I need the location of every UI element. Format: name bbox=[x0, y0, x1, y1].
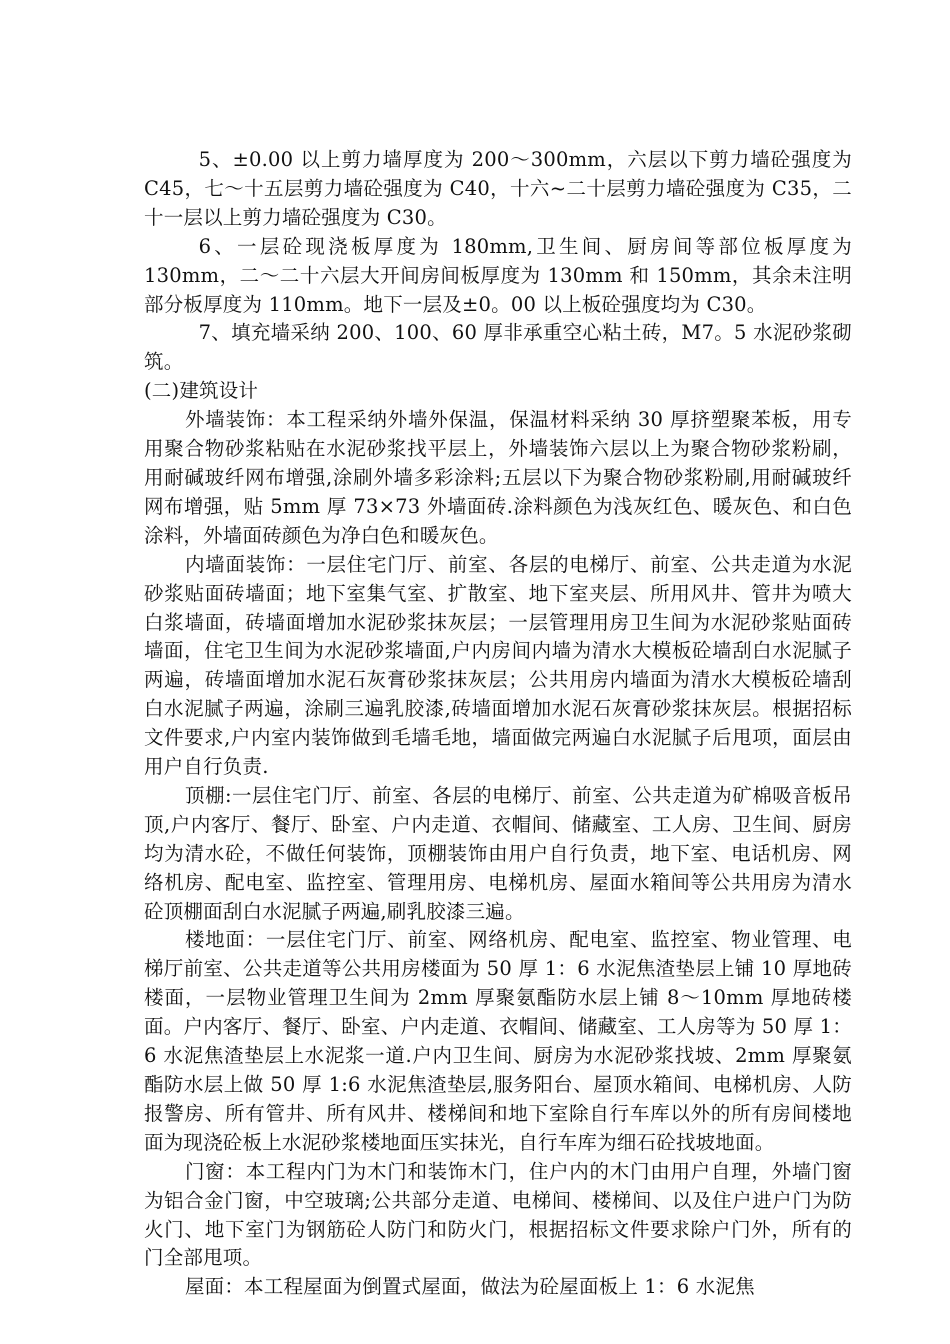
paragraph-infill-wall: 7、填充墙采纳 200、100、60 厚非承重空心粘土砖，M7。5 水泥砂浆砌筑。 bbox=[144, 321, 852, 374]
section-heading: (二)建筑设计 bbox=[144, 379, 259, 403]
paragraph-slab-thickness: 6、一层砼现浇板厚度为 180mm,卫生间、厨房间等部位板厚度为 130mm，二～二十六层大开间房间板厚度为 130mm 和 150mm，其余未注明部分板厚度为 110mm。地下一层及±0。00 以上板砼强度均为 C30。 bbox=[144, 234, 852, 316]
paragraph-roof: 屋面：本工程屋面为倒置式屋面，做法为砼屋面板上 1：6 水泥焦 bbox=[184, 1275, 755, 1299]
document-page bbox=[144, 146, 852, 1302]
paragraph-shear-wall: 5、±0.00 以上剪力墙厚度为 200～300mm，六层以下剪力墙砼强度为 C45，七～十五层剪力墙砼强度为 C40，十六~二十层剪力墙砼强度为 C35，二十一层以上剪力墙砼强度为 C30。 bbox=[144, 148, 852, 229]
paragraph-exterior-decoration: 外墙装饰：本工程采纳外墙外保温，保温材料采纳 30 厚挤塑聚苯板，用专用聚合物砂浆粘贴在水泥砂浆找平层上，外墙装饰六层以上为聚合物砂浆粉刷，用耐碱玻纤网布增强,涂刷外墙多彩涂料;五层以下为聚合物砂浆粉刷,用耐碱玻纤网布增强，贴 5mm 厚 73×73 外墙面砖.涂料颜色为浅灰红色、暖灰色、和白色涂料，外墙面砖颜色为净白色和暖灰色。 bbox=[144, 408, 852, 547]
paragraph-doors-windows: 门窗：本工程内门为木门和装饰木门，住户内的木门由用户自理，外墙门窗为铝合金门窗，中空玻璃;公共部分走道、电梯间、楼梯间、以及住户进户门为防火门、地下室门为钢筋砼人防门和防火门，根据招标文件要求除户门外，所有的门全部甩项。 bbox=[144, 1159, 852, 1270]
paragraph-ceiling: 顶棚:一层住宅门厅、前室、各层的电梯厅、前室、公共走道为矿棉吸音板吊顶,户内客厅、餐厅、卧室、户内走道、衣帽间、储藏室、工人房、卫生间、厨房均为清水砼，不做任何装饰，顶棚装饰由用户自行负责，地下室、电话机房、网络机房、配电室、监控室、管理用房、电梯机房、屋面水箱间等公共用房为清水砼顶棚面刮白水泥腻子两遍,刷乳胶漆三遍。 bbox=[144, 783, 852, 923]
paragraph-floor: 楼地面：一层住宅门厅、前室、网络机房、配电室、监控室、物业管理、电梯厅前室、公共走道等公共用房楼面为 50 厚 1：6 水泥焦渣垫层上铺 10 厚地砖楼面，一层物业管理卫生间为 2mm 厚聚氨酯防水层上铺 8～10mm 厚地砖楼面。户内客厅、餐厅、卧室、户内走道、衣帽间、储藏室、工人房等为 50 厚 1：6 水泥焦渣垫层上水泥浆一道.户内卫生间、厨房为水泥砂浆找坡、2mm 厚聚氨酯防水层上做 50 厚 1:6 水泥焦渣垫层,服务阳台、屋顶水箱间、电梯机房、人防报警房、所有管井、所有风井、楼梯间和地下室除自行车库以外的所有房间楼地面为现浇砼板上水泥砂浆楼地面压实抹光，自行车库为细石砼找坡地面。 bbox=[144, 928, 852, 1154]
paragraph-interior-wall: 内墙面装饰：一层住宅门厅、前室、各层的电梯厅、前室、公共走道为水泥砂浆贴面砖墙面；地下室集气室、扩散室、地下室夹层、所用风井、管井为喷大白浆墙面，砖墙面增加水泥砂浆抹灰层；一层管理用房卫生间为水泥砂浆贴面砖墙面，住宅卫生间为水泥砂浆墙面,户内房间内墙为清水大模板砼墙刮白水泥腻子两遍，砖墙面增加水泥石灰膏砂浆抹灰层；公共用房内墙面为清水大模板砼墙刮白水泥腻子两遍，涂刷三遍乳胶漆,砖墙面增加水泥石灰膏砂浆抹灰层。根据招标文件要求,户内室内装饰做到毛墙毛地，墙面做完两遍白水泥腻子后甩项，面层由用户自行负责. bbox=[144, 552, 852, 779]
